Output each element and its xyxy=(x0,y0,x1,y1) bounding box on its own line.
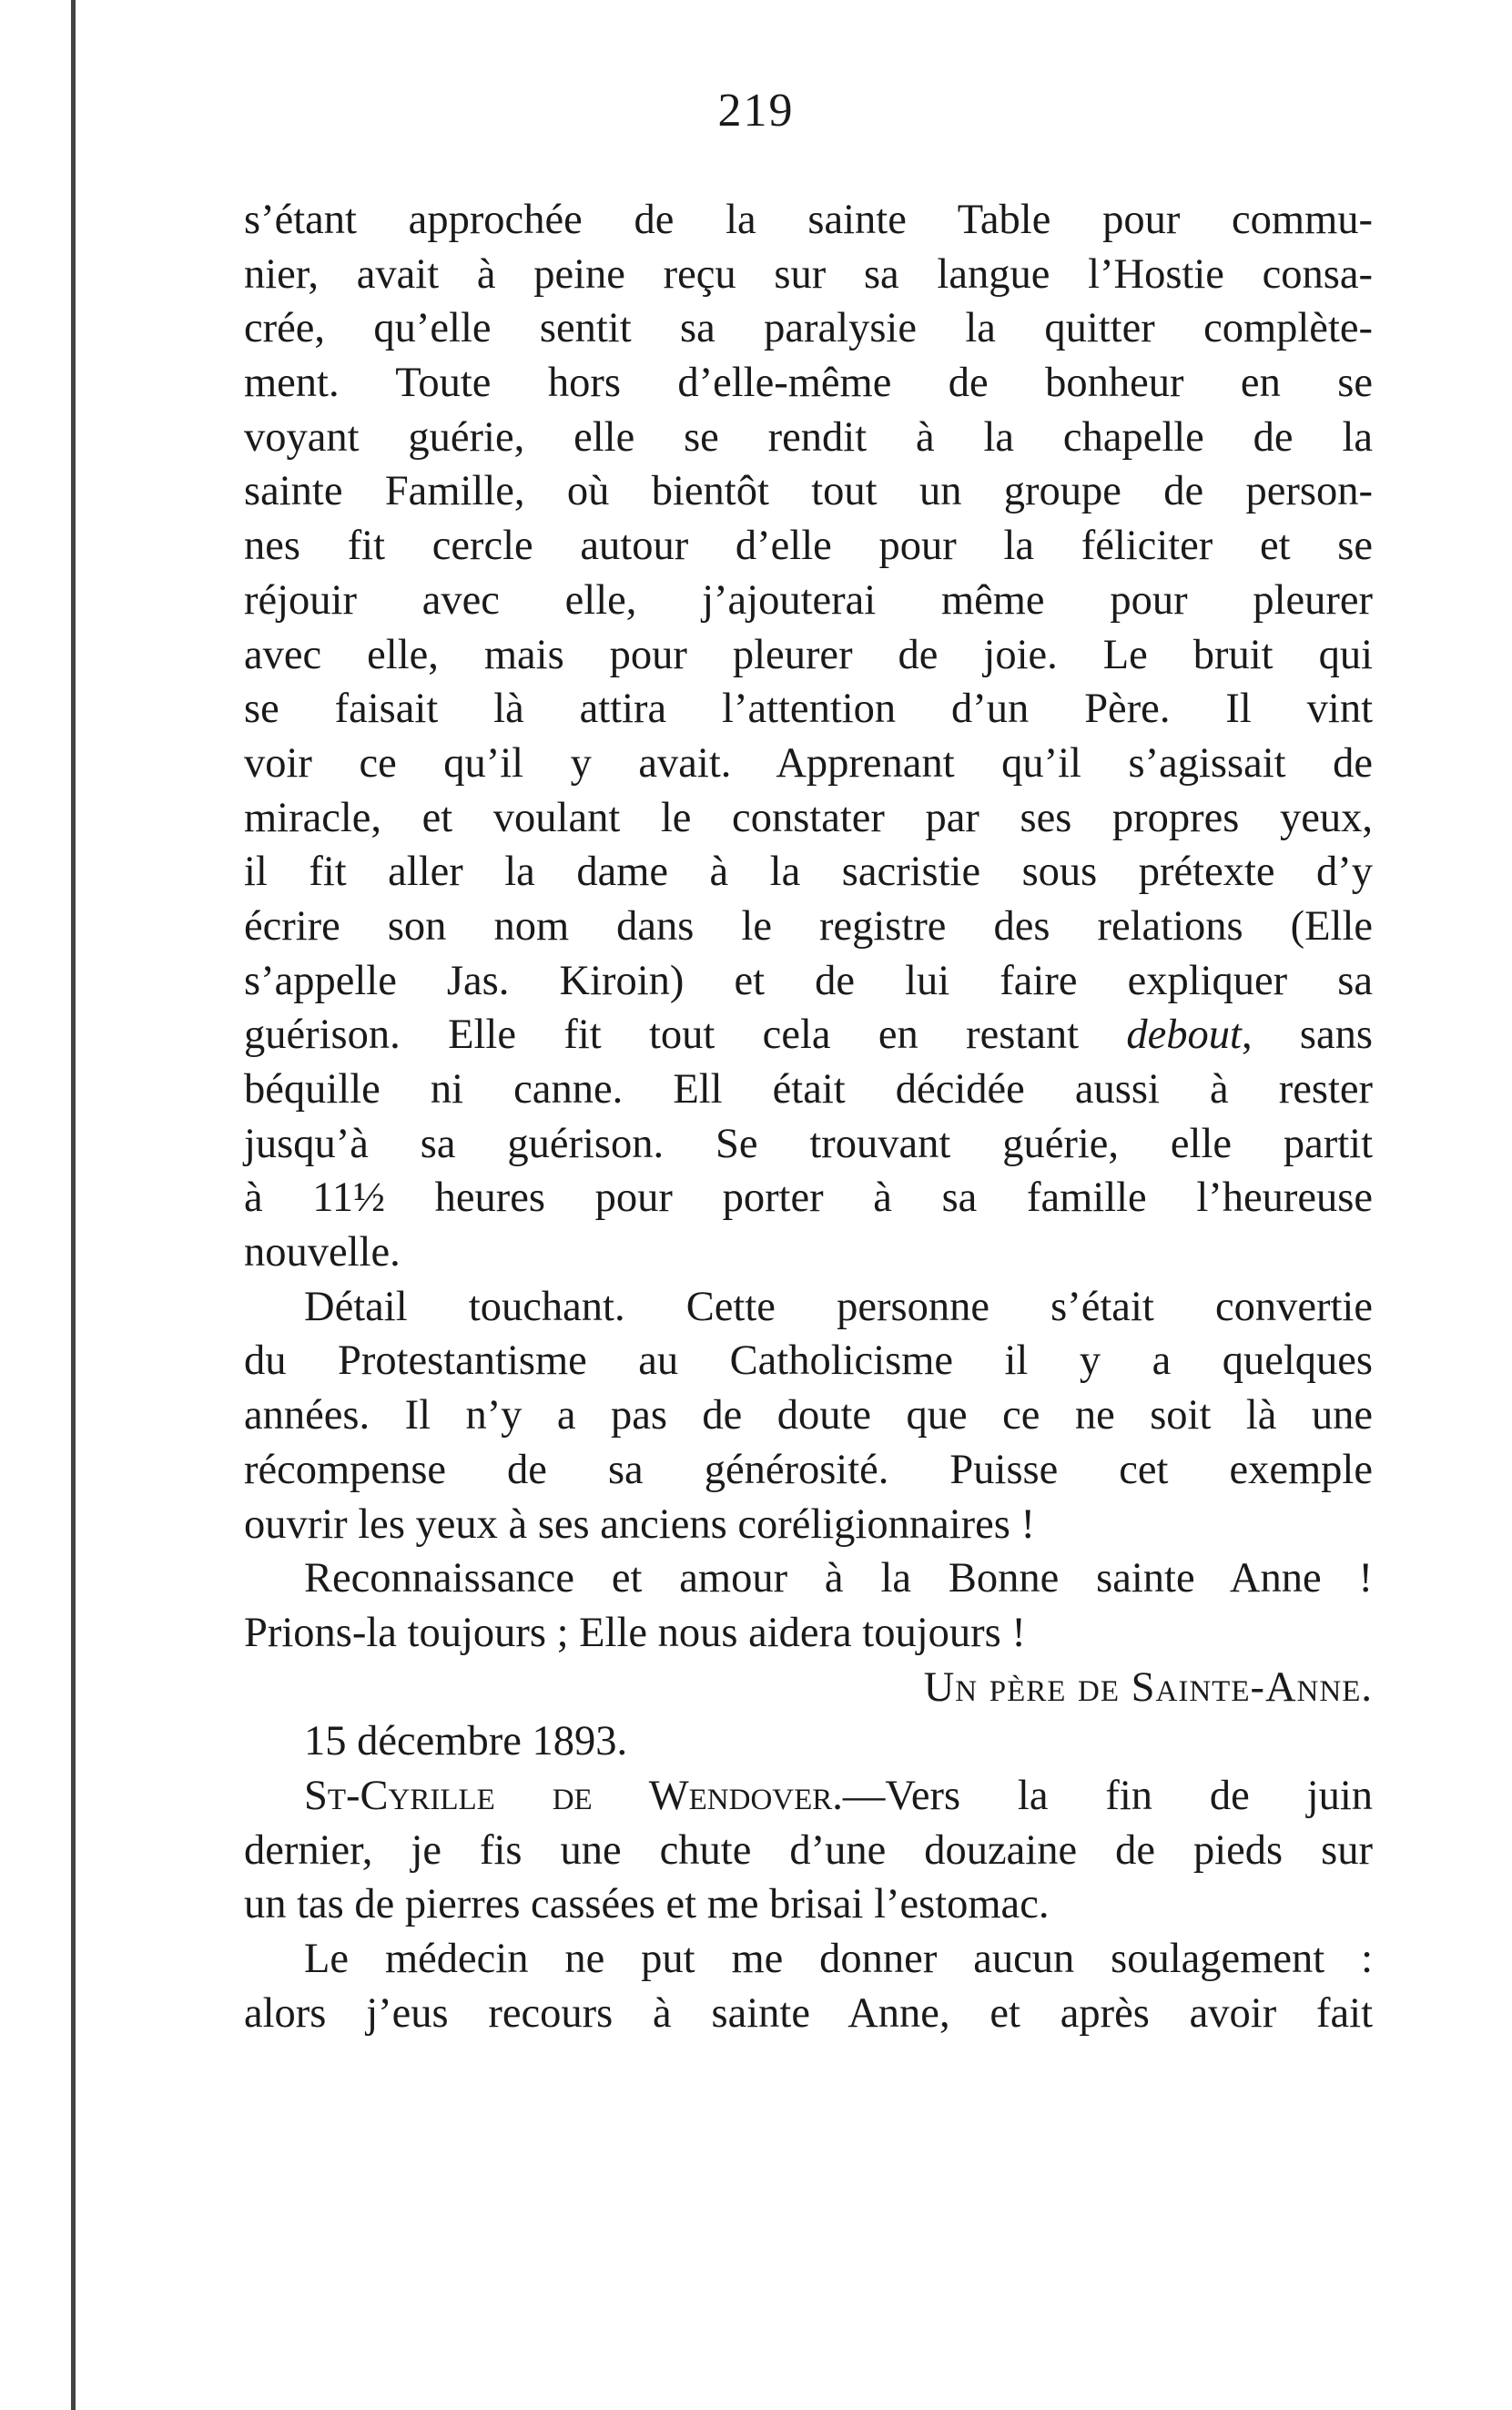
text-line: nier, avait à peine reçu sur sa langue l’Hostie consa- xyxy=(244,250,1373,298)
text-line: du Protestantisme au Catholicisme il y a quelques xyxy=(244,1337,1373,1385)
paragraph-start-line: Le médecin ne put me donner aucun soulagement : xyxy=(304,1936,1373,1982)
text-line: avec elle, mais pour pleurer de joie. Le bruit qui xyxy=(244,631,1373,678)
location-heading-line xyxy=(244,1769,1373,1824)
text-line: récompense de sa générosité. Puisse cet exemple xyxy=(244,1446,1373,1493)
text-segment: —Vers la fin de juin xyxy=(842,1772,1374,1819)
date-line: 15 décembre 1893. xyxy=(304,1718,628,1765)
page-number: 219 xyxy=(717,85,795,137)
italic-word: debout xyxy=(1126,1012,1242,1059)
text-line: alors j’eus recours à sainte Anne, et après avoir fait xyxy=(244,1989,1373,2037)
text-line: il fit aller la dame à la sacristie sous prétexte d’y xyxy=(244,849,1373,896)
text-line: un tas de pierres cassées et me brisai l’estomac. xyxy=(244,1881,1050,1928)
text-line: à 11½ heures pour porter à sa famille l’heureuse xyxy=(244,1174,1373,1222)
body-text xyxy=(244,193,1373,2040)
text-line: nes fit cercle autour d’elle pour la féliciter et se xyxy=(244,523,1373,570)
location-heading: St-Cyrille de Wendover. xyxy=(304,1772,843,1819)
text-line: béquille ni canne. Ell était décidée aussi à rester xyxy=(244,1066,1373,1113)
text-line: dernier, je fis une chute d’une douzaine de pieds sur xyxy=(244,1826,1373,1874)
text-line: ouvrir les yeux à ses anciens coréligionnaires ! xyxy=(244,1500,1035,1548)
text-line: miracle, et voulant le constater par ses propres yeux, xyxy=(244,794,1373,841)
paragraph-start-line: Reconnaissance et amour à la Bonne sainte Anne ! xyxy=(304,1555,1373,1602)
text-line: s’étant approchée de la sainte Table pour commu- xyxy=(244,197,1373,243)
text-line: jusqu’à sa guérison. Se trouvant guérie, elle partit xyxy=(244,1120,1373,1167)
text-segment: , sans xyxy=(1241,1012,1373,1059)
text-line: se faisait là attira l’attention d’un Père. Il vint xyxy=(244,686,1373,733)
text-line: s’appelle Jas. Kiroin) et de lui faire expliquer sa xyxy=(244,957,1373,1004)
text-line: années. Il n’y a pas de doute que ce ne soit là une xyxy=(244,1392,1373,1439)
text-line: écrire son nom dans le registre des relations (Elle xyxy=(244,902,1373,950)
text-line-with-italic xyxy=(244,1008,1373,1063)
text-segment: guérison. Elle fit tout cela en restant xyxy=(244,1012,1080,1059)
text-line: réjouir avec elle, j’ajouterai même pour pleurer xyxy=(244,576,1373,624)
binding-edge xyxy=(71,0,76,2410)
text-line: ment. Toute hors d’elle-même de bonheur en se xyxy=(244,360,1373,407)
paragraph-start-line: Détail touchant. Cette personne s’était convertie xyxy=(304,1283,1373,1330)
signature: Un père de Sainte-Anne. xyxy=(923,1663,1373,1711)
text-line: voyant guérie, elle se rendit à la chapelle de la xyxy=(244,413,1373,461)
text-line: nouvelle. xyxy=(244,1229,401,1276)
text-line: voir ce qu’il y avait. Apprenant qu’il s’agissait de xyxy=(244,739,1373,787)
text-line: sainte Famille, où bientôt tout un groupe de person- xyxy=(244,468,1373,515)
text-line: crée, qu’elle sentit sa paralysie la quitter complète- xyxy=(244,305,1373,352)
text-line: Prions-la toujours ; Elle nous aidera toujours ! xyxy=(244,1609,1026,1656)
